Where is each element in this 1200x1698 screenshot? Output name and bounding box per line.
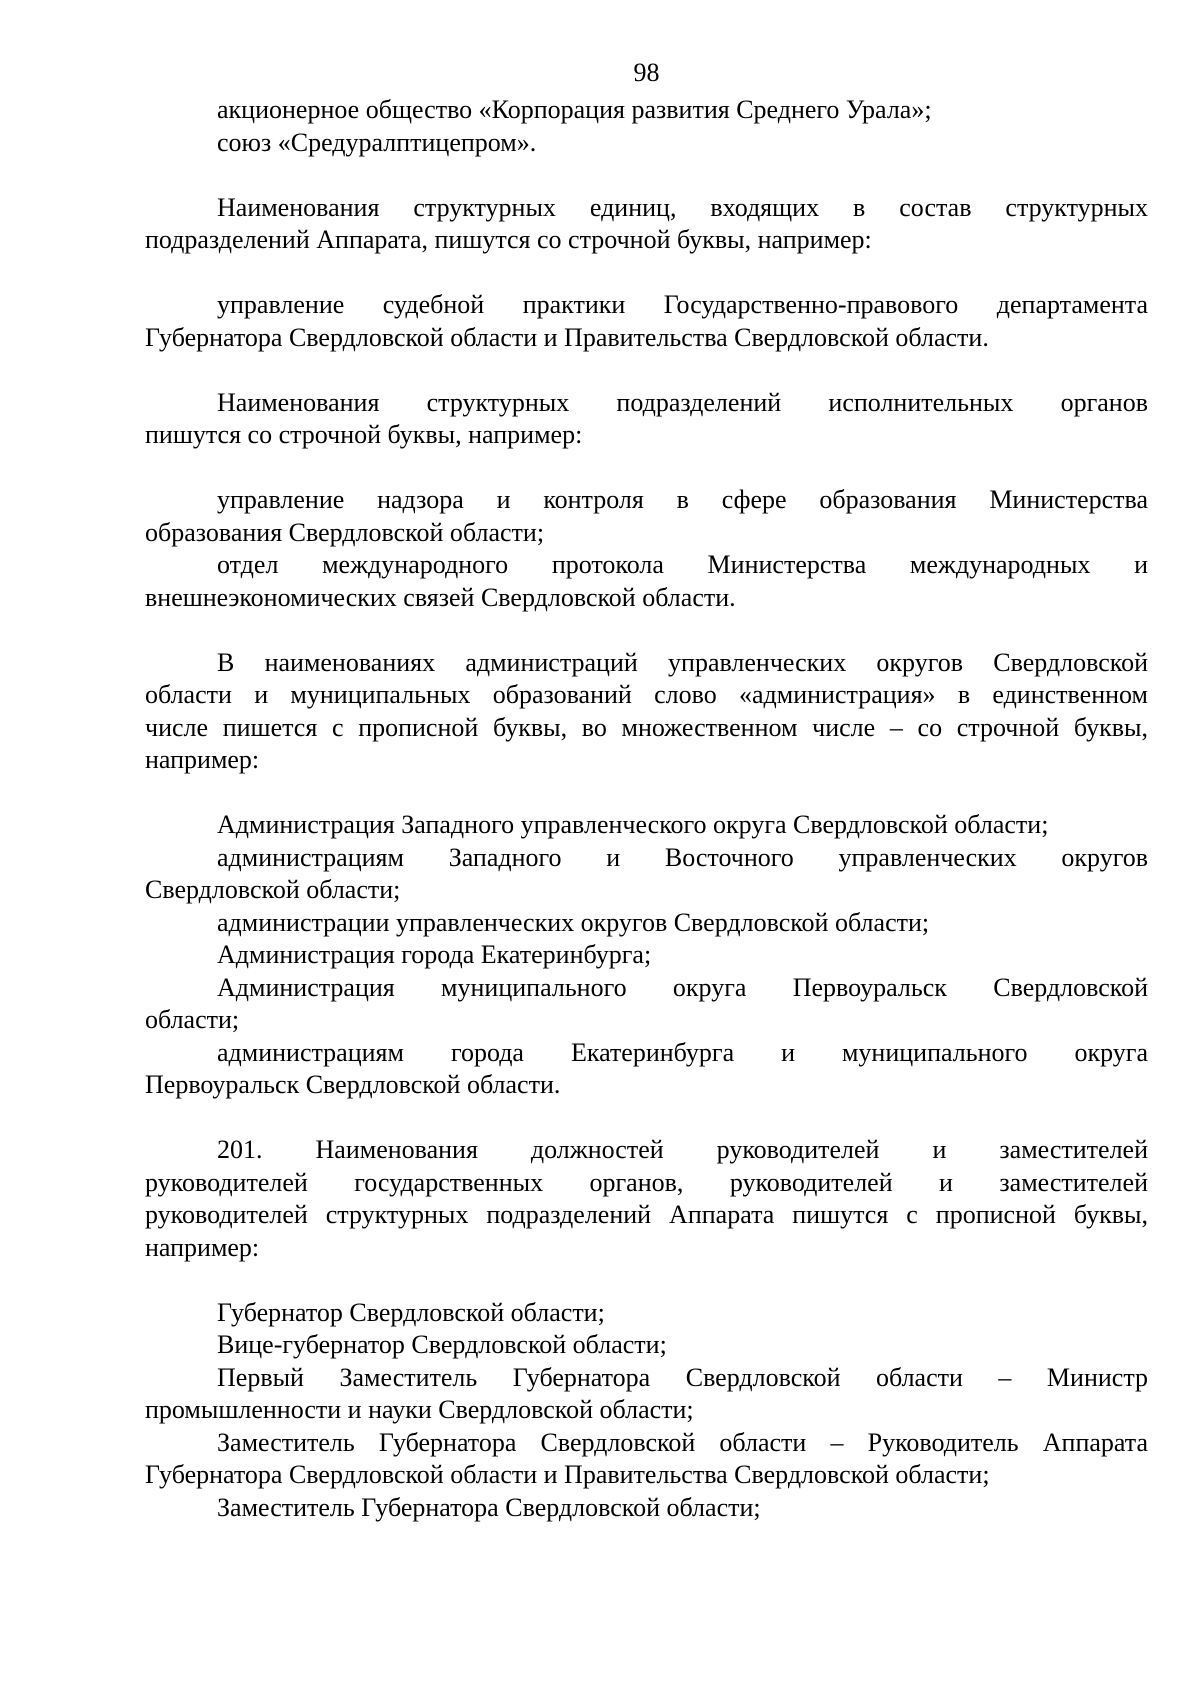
text-line: Администрация города Екатеринбурга; — [217, 940, 652, 969]
paragraph — [145, 647, 1148, 777]
text-line: области; — [145, 1005, 240, 1034]
text-line: руководителей структурных подразделений Аппарата пишутся с прописной буквы, — [145, 1200, 1148, 1229]
text-line: внешнеэкономических связей Свердловской области. — [145, 582, 736, 612]
text-line: промышленности и науки Свердловской области; — [145, 1395, 694, 1424]
text-line: образования Свердловской области; — [145, 517, 545, 547]
paragraph — [145, 809, 1148, 1102]
text-line: пишутся со строчной буквы, например: — [145, 420, 583, 449]
paragraph — [145, 192, 1148, 257]
text-line: Заместитель Губернатора Свердловской области – Руководитель Аппарата — [217, 1427, 1148, 1457]
text-line: области и муниципальных образований слово «администрация» в единственном — [145, 680, 1148, 709]
page-number: 98 — [633, 58, 660, 87]
text-line: администрациям города Екатеринбурга и муниципального округа — [217, 1037, 1148, 1067]
paragraph — [145, 1134, 1148, 1264]
text-line: администрациям Западного и Восточного управленческих округов — [217, 842, 1148, 872]
text-line: подразделений Аппарата, пишутся со строчной буквы, например: — [145, 225, 872, 254]
document-body — [145, 94, 1148, 1524]
text-line: В наименованиях администраций управленческих округов Свердловской — [217, 647, 1148, 677]
text-line: управление судебной практики Государственно-правового департамента — [217, 290, 1148, 319]
text-line: Первоуральск Свердловской области. — [145, 1070, 561, 1099]
text-line: управление надзора и контроля в сфере образования Министерства — [217, 485, 1148, 514]
text-line: Губернатора Свердловской области и Правительства Свердловской области; — [145, 1460, 990, 1489]
paragraph — [145, 387, 1148, 452]
text-line: руководителей государственных органов, руководителей и заместителей — [145, 1167, 1148, 1197]
text-line: отдел международного протокола Министерства международных и — [217, 550, 1148, 579]
paragraph — [145, 484, 1148, 614]
text-line: администрации управленческих округов Свердловской области; — [217, 907, 930, 937]
text-line: союз «Средуралптицепром». — [217, 127, 537, 157]
text-line: Наименования структурных подразделений исполнительных органов — [217, 387, 1148, 417]
text-line: Свердловской области; — [145, 875, 401, 904]
text-line: Вице-губернатор Свердловской области; — [217, 1330, 667, 1359]
text-line: Администрация муниципального округа Первоуральск Свердловской — [217, 972, 1148, 1002]
text-line: числе пишется с прописной буквы, во множественном числе – со строчной буквы, — [145, 712, 1148, 742]
paragraph — [145, 94, 1148, 159]
text-line: акционерное общество «Корпорация развития Среднего Урала»; — [217, 95, 932, 124]
text-line: например: — [145, 1232, 260, 1262]
text-line: Губернатора Свердловской области и Правительства Свердловской области. — [145, 322, 989, 352]
paragraph — [145, 1297, 1148, 1525]
paragraph — [145, 289, 1148, 354]
document-page — [145, 56, 1148, 1524]
text-line: например: — [145, 745, 260, 774]
text-line: Наименования структурных единиц, входящих в состав структурных — [217, 192, 1148, 222]
text-line: Заместитель Губернатора Свердловской области; — [217, 1492, 761, 1522]
text-line: 201. Наименования должностей руководителей и заместителей — [217, 1135, 1148, 1164]
text-line: Администрация Западного управленческого округа Свердловской области; — [217, 810, 1049, 839]
text-line: Первый Заместитель Губернатора Свердловской области – Министр — [217, 1362, 1148, 1392]
text-line: Губернатор Свердловской области; — [217, 1297, 605, 1327]
